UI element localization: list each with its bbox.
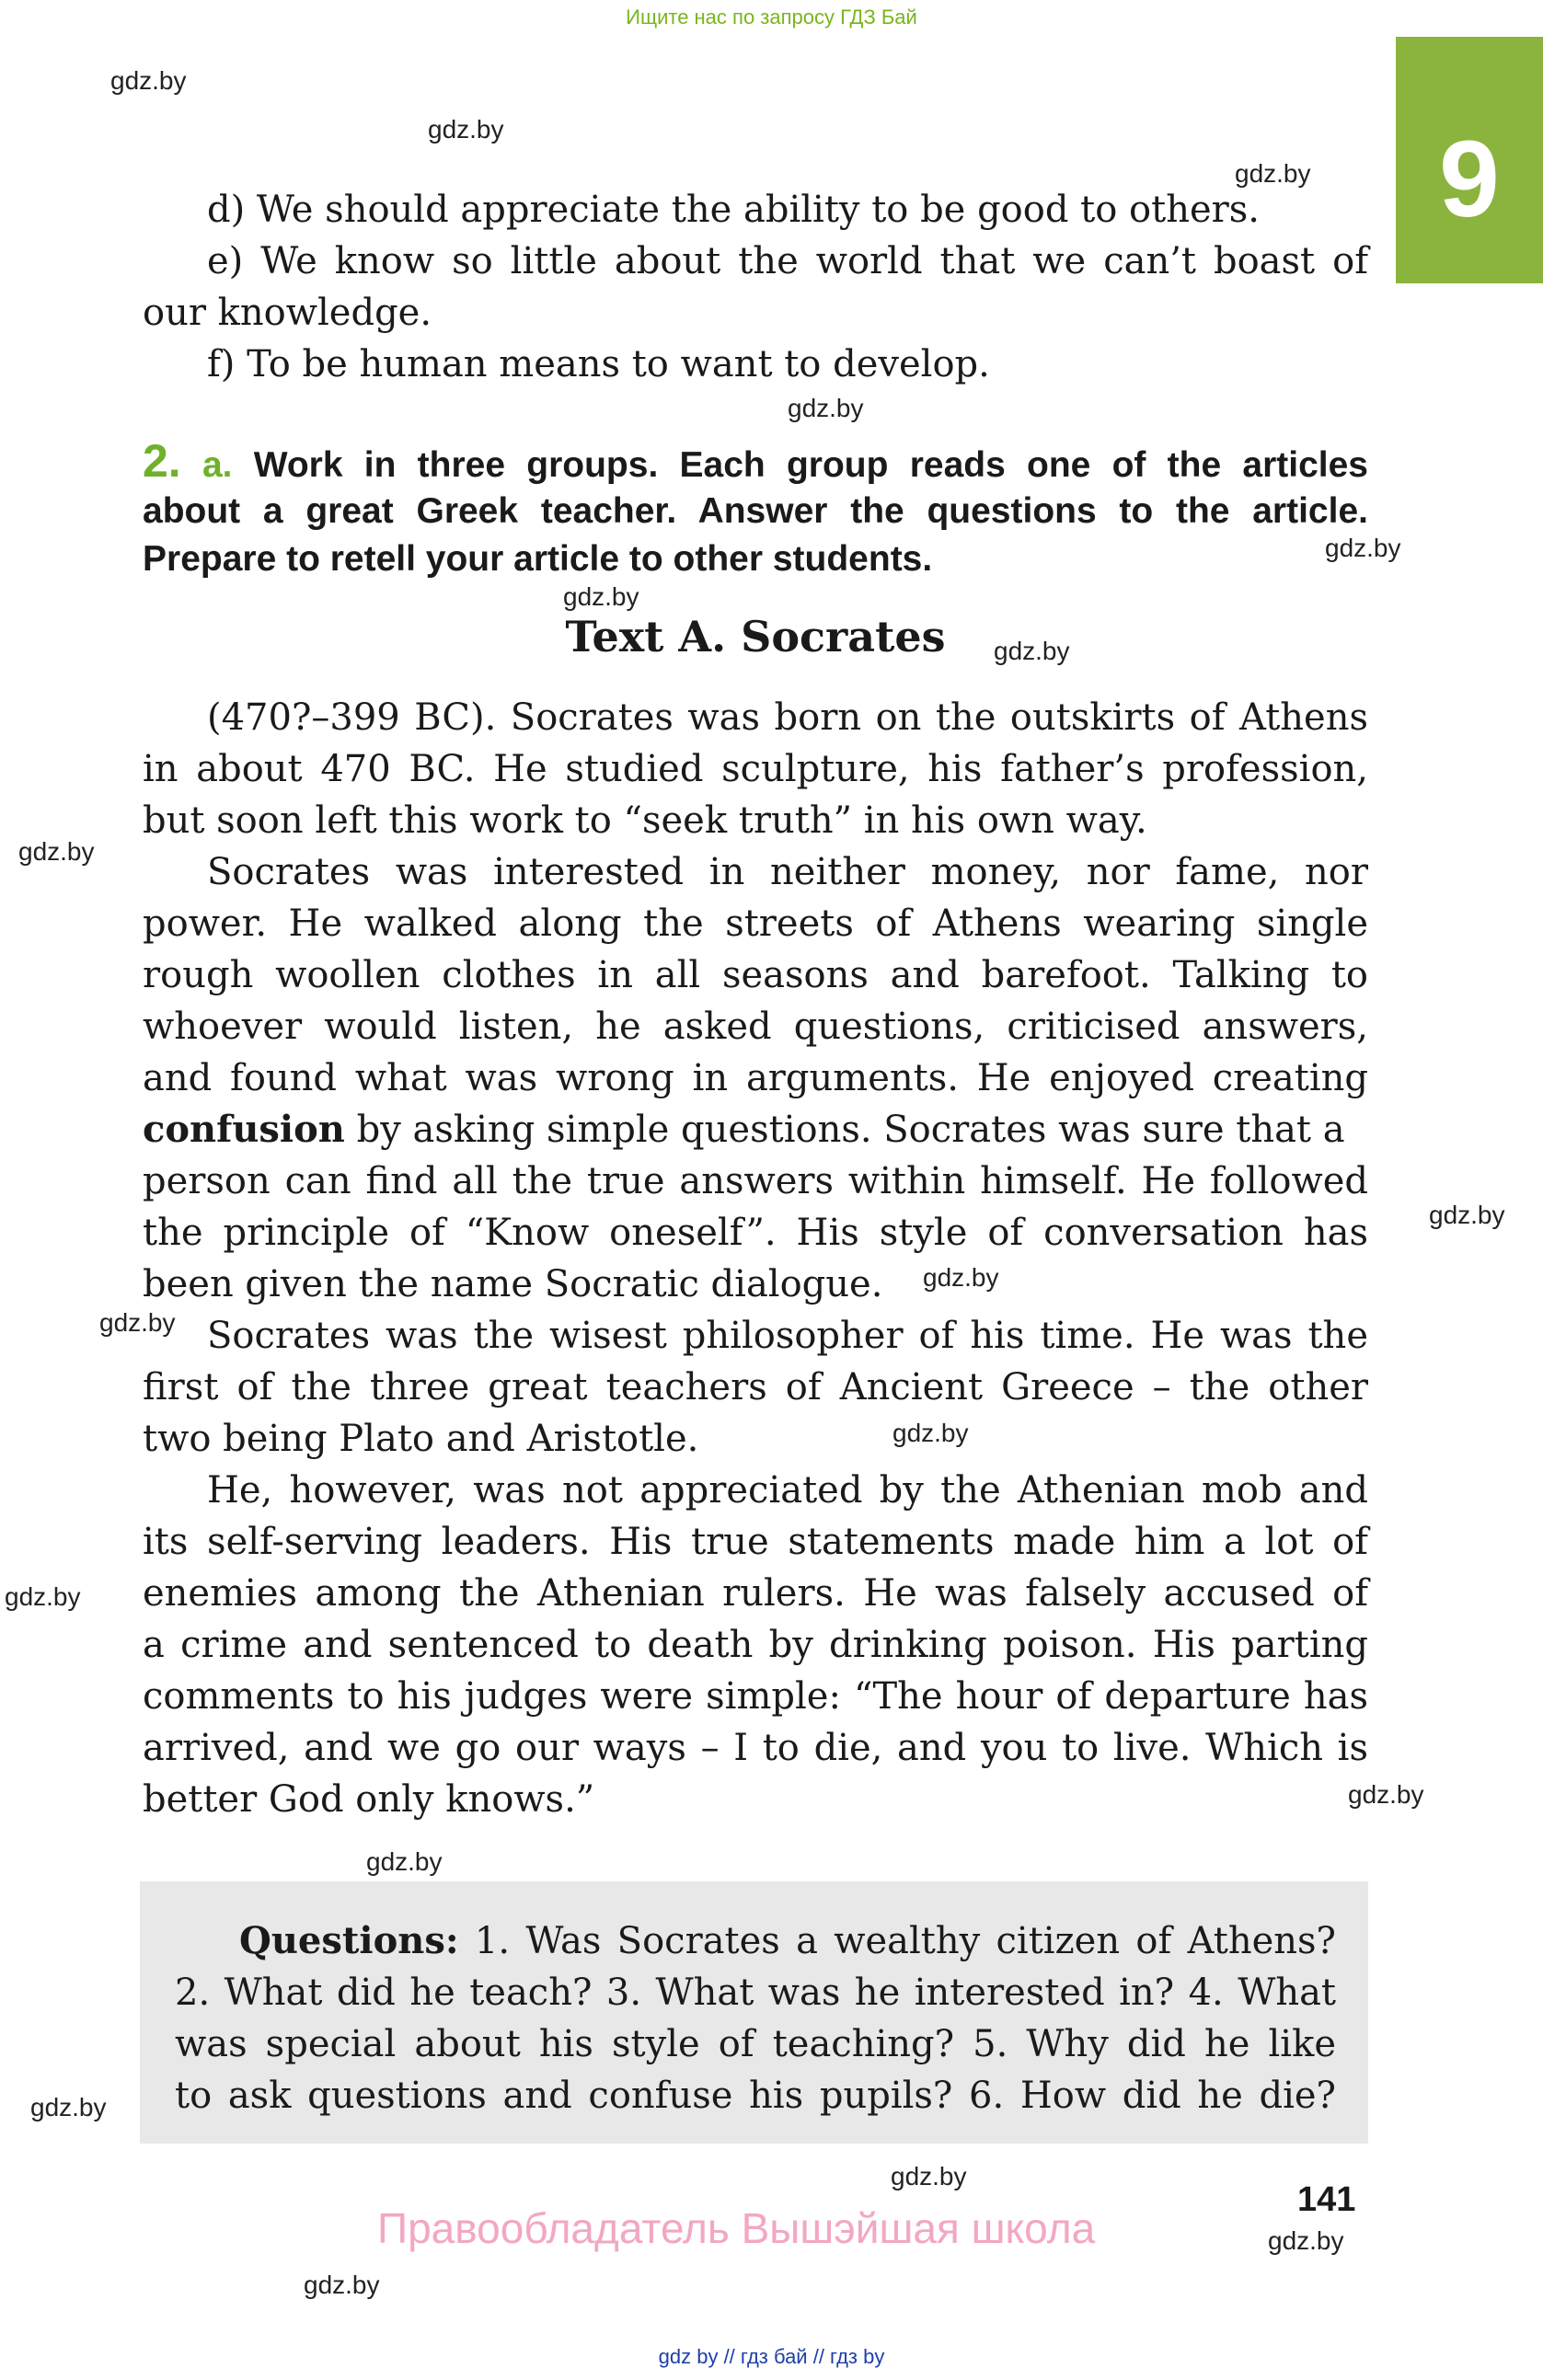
copyright-notice: Правообладатель Вышэйшая школа — [377, 2204, 1096, 2252]
watermark: gdz.by — [428, 115, 504, 144]
watermark: gdz.by — [1429, 1201, 1505, 1229]
body-line: been given the name Socratic dialogue. — [143, 1263, 883, 1305]
task-subpoint: a. — [202, 445, 233, 485]
statement-d: d) We should appreciate the ability to be good to others. — [207, 189, 1260, 231]
watermark: gdz.by — [1268, 2226, 1344, 2255]
body-line: comments to his judges were simple: “The hour of departure has — [143, 1675, 1368, 1718]
questions-line-1 — [175, 1915, 1336, 1967]
watermark: gdz.by — [892, 1419, 969, 1447]
body-line: (470?–399 BC). Socrates was born on the outskirts of Athens — [207, 696, 1368, 739]
watermark: gdz.by — [891, 2162, 967, 2190]
watermark: gdz.by — [30, 2093, 107, 2121]
watermark: gdz.by — [1348, 1780, 1424, 1809]
statement-e-continued: our knowledge. — [143, 292, 432, 334]
body-line-rest: by asking simple questions. Socrates was sure that a — [344, 1109, 1345, 1151]
body-line — [143, 1104, 1368, 1156]
body-line: rough woollen clothes in all seasons and barefoot. Talking to — [143, 954, 1368, 996]
top-banner[interactable]: Ищите нас по запросу ГДЗ Бай — [626, 6, 917, 29]
body-line: in about 470 BC. He studied sculpture, his father’s profession, — [143, 748, 1368, 790]
body-line: arrived, and we go our ways – I to die, and you to live. Which is — [143, 1727, 1368, 1769]
questions-label: Questions: — [239, 1919, 459, 1962]
bottom-links[interactable]: gdz by // гдз бай // гдз by — [658, 2345, 885, 2368]
page-number: 141 — [1297, 2180, 1356, 2219]
task-instruction-line-1 — [143, 437, 1368, 489]
questions-line-4: to ask questions and confuse his pupils? 6. How did he die? — [175, 2075, 1336, 2117]
watermark: gdz.by — [1325, 534, 1401, 562]
task-instruction-line-2: about a great Greek teacher. Answer the questions to the article. — [143, 491, 1368, 531]
watermark: gdz.by — [5, 1582, 81, 1611]
watermark: gdz.by — [923, 1263, 999, 1292]
task-number: 2. — [143, 435, 181, 487]
body-line: power. He walked along the streets of Athens wearing single — [143, 903, 1368, 945]
unit-number-tab: 9 — [1396, 37, 1543, 283]
body-line: its self-serving leaders. His true statements made him a lot of — [143, 1521, 1368, 1563]
body-line: person can find all the true answers within himself. He followed — [143, 1160, 1368, 1202]
body-line: better God only knows.” — [143, 1778, 595, 1821]
questions-line-2: 2. What did he teach? 3. What was he interested in? 4. What — [175, 1972, 1336, 2014]
questions-line-3: was special about his style of teaching? 5. Why did he like — [175, 2023, 1336, 2065]
watermark: gdz.by — [99, 1308, 176, 1337]
questions-text: 1. Was Socrates a wealthy citizen of Athens? — [458, 1920, 1336, 1962]
watermark: gdz.by — [994, 637, 1070, 665]
statement-e: e) We know so little about the world that we can’t boast of — [207, 240, 1368, 282]
body-line: the principle of “Know oneself”. His style of conversation has — [143, 1212, 1368, 1254]
body-line: whoever would listen, he asked questions, criticised answers, — [143, 1006, 1368, 1048]
body-line: Socrates was interested in neither money, nor fame, nor — [207, 851, 1368, 893]
watermark: gdz.by — [1235, 159, 1311, 188]
body-line: but soon left this work to “seek truth” in his own way. — [143, 799, 1147, 842]
watermark: gdz.by — [366, 1847, 443, 1876]
watermark: gdz.by — [563, 582, 639, 611]
task-text: Work in three groups. Each group reads one of the articles — [253, 445, 1368, 485]
body-line: a crime and sentenced to death by drinking poison. His parting — [143, 1624, 1368, 1666]
task-instruction-line-3: Prepare to retell your article to other students. — [143, 539, 933, 579]
body-line: He, however, was not appreciated by the Athenian mob and — [207, 1469, 1368, 1512]
body-line: enemies among the Athenian rulers. He was falsely accused of — [143, 1572, 1368, 1615]
text-heading: Text A. Socrates — [565, 612, 946, 661]
watermark: gdz.by — [788, 394, 864, 422]
body-line: and found what was wrong in arguments. He enjoyed creating — [143, 1057, 1368, 1099]
statement-f: f) To be human means to want to develop. — [207, 343, 990, 385]
watermark: gdz.by — [304, 2271, 380, 2299]
body-line: two being Plato and Aristotle. — [143, 1418, 699, 1460]
watermark: gdz.by — [110, 66, 187, 95]
body-line: Socrates was the wisest philosopher of his time. He was the — [207, 1315, 1368, 1357]
bold-term: confusion — [143, 1108, 345, 1151]
body-line: first of the three great teachers of Ancient Greece – the other — [143, 1366, 1368, 1408]
watermark: gdz.by — [18, 837, 95, 866]
